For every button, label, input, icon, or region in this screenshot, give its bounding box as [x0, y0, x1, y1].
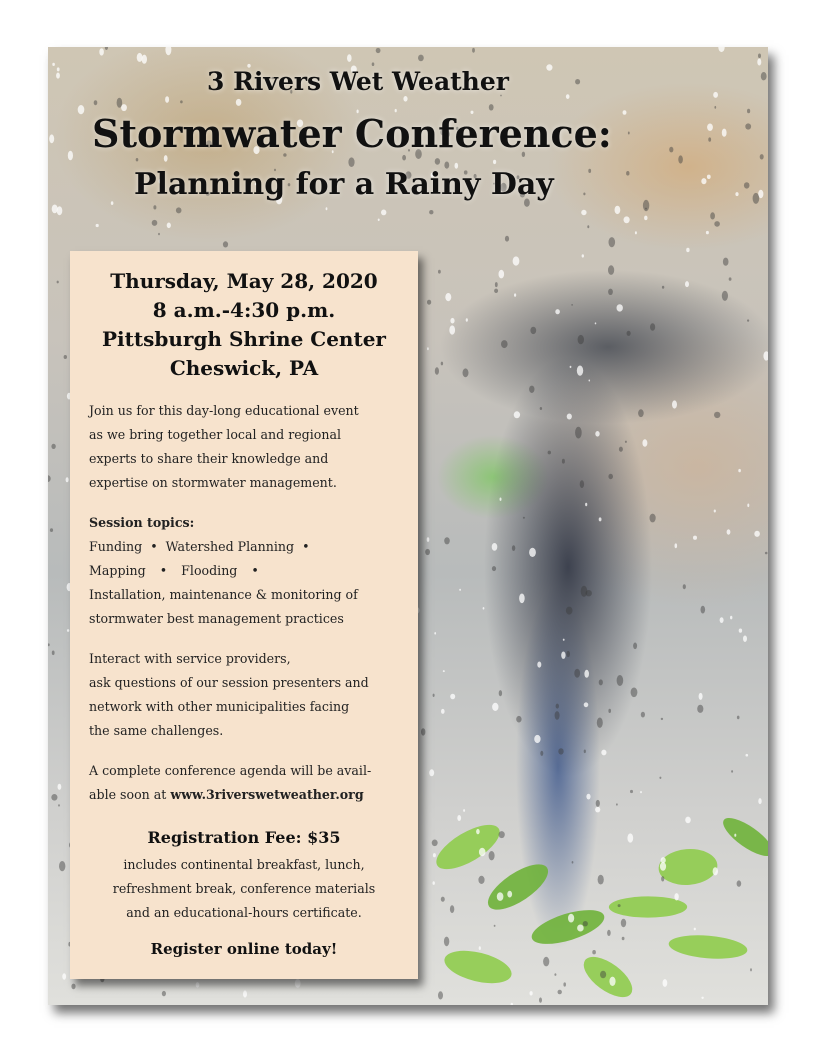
event-venue: Pittsburgh Shrine Center: [102, 327, 386, 351]
conference-title: Stormwater Conference:: [92, 111, 612, 156]
registration-section: [70, 823, 418, 961]
interact-line: Interact with service providers,: [89, 651, 291, 666]
topics-row-2: [89, 559, 409, 583]
agenda-paragraph: [89, 759, 409, 807]
website-link[interactable]: www.3riverswetweather.org: [170, 787, 364, 802]
bullet-icon: •: [150, 539, 158, 554]
interact-paragraph: [89, 647, 409, 743]
topic-item: Funding: [89, 539, 143, 554]
agenda-prefix: able soon at: [89, 787, 171, 802]
session-topics: [89, 511, 409, 631]
topic-item: stormwater best management practices: [89, 611, 344, 626]
bullet-icon: •: [159, 563, 168, 578]
event-date: Thursday, May 28, 2020: [110, 269, 378, 293]
interact-line: the same challenges.: [89, 723, 224, 738]
event-details: [70, 267, 418, 383]
conference-subtitle: Planning for a Rainy Day: [134, 167, 554, 202]
bullet-icon: •: [302, 539, 310, 554]
intro-line: experts to share their knowledge and: [89, 451, 329, 466]
registration-line: and an educational-hours certificate.: [126, 905, 362, 920]
event-time: 8 a.m.-4:30 p.m.: [152, 298, 336, 322]
organizer-title: 3 Rivers Wet Weather: [207, 67, 509, 96]
info-box: [70, 251, 418, 979]
bullet-icon: •: [251, 563, 259, 578]
topic-item: Watershed Planning: [165, 539, 295, 554]
registration-line: includes continental breakfast, lunch,: [123, 857, 365, 872]
registration-line: refreshment break, conference materials: [112, 881, 376, 896]
agenda-line: [89, 783, 409, 807]
intro-paragraph: [89, 399, 409, 495]
registration-fee: Registration Fee: $35: [147, 828, 341, 847]
topics-row-1: [89, 535, 409, 559]
register-cta: Register online today!: [150, 940, 338, 958]
session-topics-label: Session topics:: [89, 515, 195, 530]
topic-item: Installation, maintenance & monitoring of: [89, 587, 358, 602]
topic-item: Flooding: [181, 563, 238, 578]
intro-line: as we bring together local and regional: [89, 427, 341, 442]
topic-item: Mapping: [89, 563, 146, 578]
registration-includes: [70, 853, 418, 925]
intro-line: expertise on stormwater management.: [89, 475, 337, 490]
flyer: [48, 47, 768, 1005]
agenda-line: A complete conference agenda will be avail-: [89, 763, 372, 778]
interact-line: network with other municipalities facing: [89, 699, 350, 714]
event-city: Cheswick, PA: [169, 356, 319, 380]
intro-line: Join us for this day-long educational event: [89, 403, 359, 418]
interact-line: ask questions of our session presenters and: [89, 675, 369, 690]
